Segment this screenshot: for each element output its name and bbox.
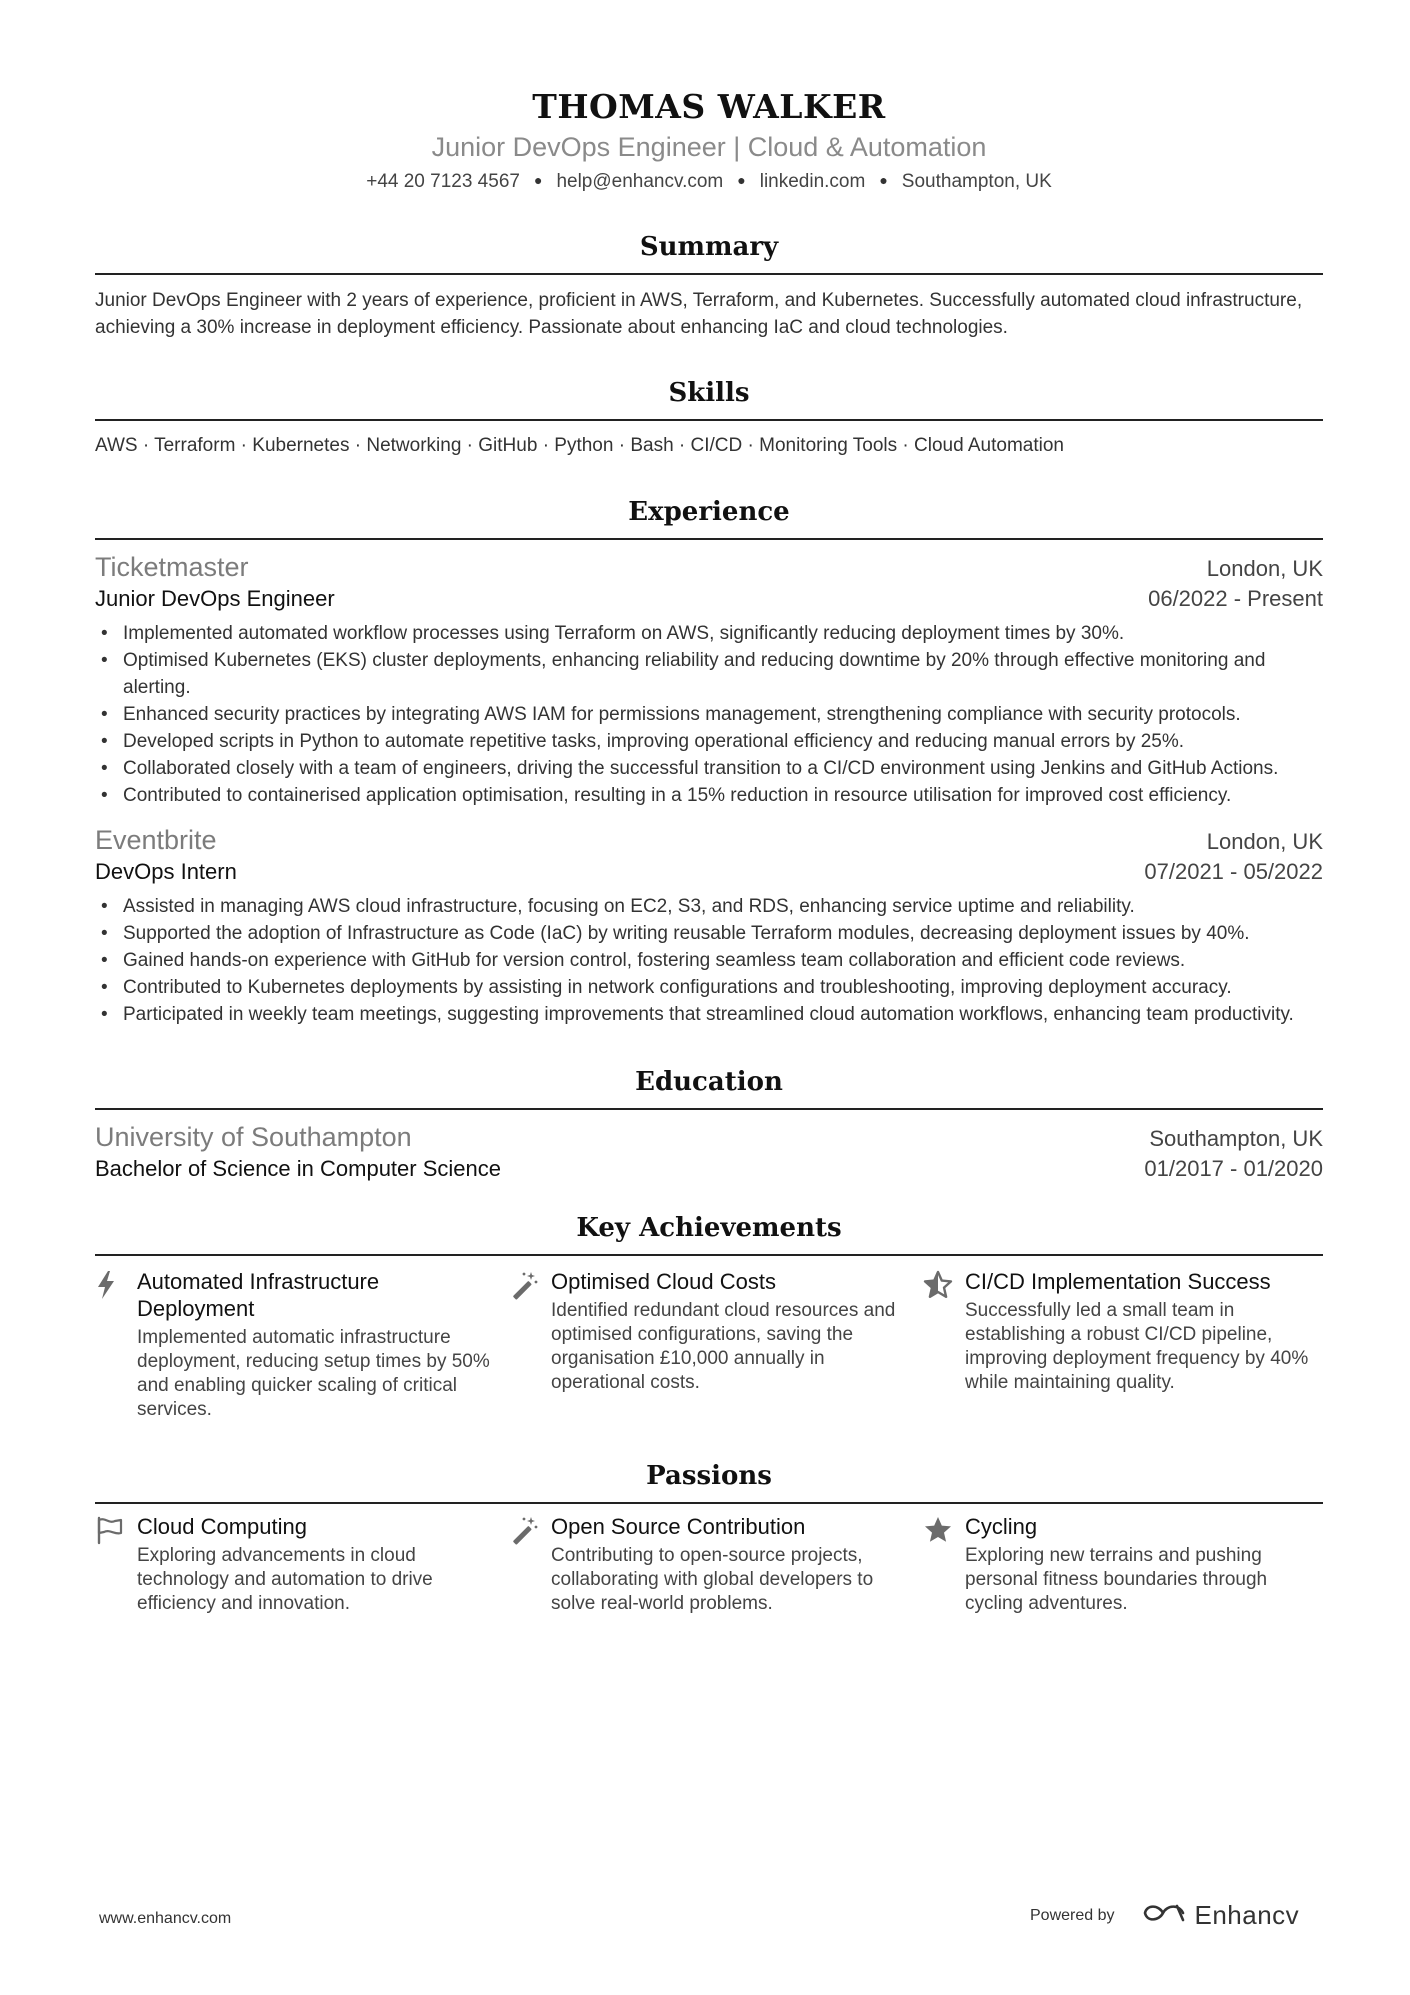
achievement-desc: Identified redundant cloud resources and optimised configurations, saving the organisation £10,000 annually in operational costs. — [551, 1300, 896, 1393]
list-item: • Participated in weekly team meetings, suggesting improvements that streamlined cloud automation workflows, enhancing team productivity. — [95, 1001, 1323, 1028]
job-dates: 07/2021 - 05/2022 — [1144, 859, 1323, 884]
skills-list: AWS · Terraform · Kubernetes · Networking · GitHub · Python · Bash · CI/CD · Monitoring Tools · Cloud Automation — [95, 435, 1064, 456]
job-entry — [95, 550, 1323, 809]
lightning-bolt-icon — [95, 1268, 137, 1422]
job-location: London, UK — [1206, 556, 1323, 581]
section-divider — [95, 1108, 1323, 1110]
passion-desc: Contributing to open-source projects, collaborating with global developers to solve real-world problems. — [551, 1545, 874, 1614]
list-item: • Contributed to containerised application optimisation, resulting in a 15% reduction in resource utilisation for improved cost efficiency. — [95, 782, 1323, 809]
list-item: • Collaborated closely with a team of engineers, driving the successful transition to a CI/CD environment using Jenkins and GitHub Actions. — [95, 755, 1323, 782]
enhancv-logo-icon — [1141, 1901, 1187, 1930]
contact-linkedin[interactable]: linkedin.com — [759, 171, 866, 192]
section-title-achievements: Key Achievements — [576, 1213, 842, 1243]
candidate-name: THOMAS WALKER — [532, 87, 886, 126]
section-title-experience: Experience — [628, 497, 790, 527]
education-section — [95, 1066, 1323, 1184]
job-entry — [95, 823, 1323, 1028]
education-dates: 01/2017 - 01/2020 — [1144, 1156, 1323, 1181]
achievement-title: CI/CD Implementation Success — [965, 1269, 1271, 1294]
contact-phone: +44 20 7123 4567 — [366, 171, 520, 192]
job-company: Eventbrite — [95, 825, 217, 855]
summary-section — [95, 231, 1323, 341]
passion-desc: Exploring advancements in cloud technology and automation to drive efficiency and innovation. — [137, 1545, 433, 1614]
job-role: Junior DevOps Engineer — [95, 586, 335, 611]
education-location: Southampton, UK — [1149, 1126, 1323, 1151]
star-outline-icon — [923, 1268, 965, 1422]
achievement-title: Automated Infrastructure Deployment — [137, 1269, 380, 1321]
powered-by-label: Powered by — [1030, 1906, 1115, 1924]
list-item: • Gained hands-on experience with GitHub for version control, fostering seamless team collaboration and efficient code reviews. — [95, 947, 1323, 974]
passion-card — [95, 1513, 495, 1616]
list-item: • Supported the adoption of Infrastructure as Code (IaC) by writing reusable Terraform modules, decreasing deployment issues by 40%. — [95, 920, 1323, 947]
passion-title: Cycling — [965, 1514, 1038, 1539]
bullet-separator: ● — [533, 172, 543, 188]
section-divider — [95, 419, 1323, 421]
brand-name: Enhancv — [1194, 1900, 1300, 1930]
list-item: • Enhanced security practices by integrating AWS IAM for permissions management, strengthening compliance with security protocols. — [95, 701, 1323, 728]
star-icon — [923, 1513, 965, 1616]
footer-branding — [1030, 1900, 1299, 1931]
list-item: • Developed scripts in Python to automate repetitive tasks, improving operational efficiency and reducing manual errors by 25%. — [95, 728, 1323, 755]
achievement-card — [509, 1268, 909, 1422]
passion-title: Cloud Computing — [137, 1514, 307, 1539]
section-divider — [95, 538, 1323, 540]
job-bullets — [95, 893, 1323, 1028]
achievement-title: Optimised Cloud Costs — [551, 1269, 776, 1294]
contact-email[interactable]: help@enhancv.com — [556, 171, 724, 192]
job-role: DevOps Intern — [95, 859, 237, 884]
passions-section — [95, 1460, 1323, 1616]
section-title-passions: Passions — [646, 1461, 772, 1491]
passion-title: Open Source Contribution — [551, 1514, 806, 1539]
magic-wand-icon — [509, 1513, 551, 1616]
achievement-desc: Successfully led a small team in establishing a robust CI/CD pipeline, improving deployment frequency by 40% while maintaining quality. — [965, 1300, 1309, 1393]
achievement-desc: Implemented automatic infrastructure deployment, reducing setup times by 50% and enabling quicker scaling of critical services. — [137, 1327, 490, 1420]
achievements-section — [95, 1212, 1323, 1422]
achievement-card — [923, 1268, 1323, 1422]
list-item: • Contributed to Kubernetes deployments by assisting in network configurations and troubleshooting, improving deployment accuracy. — [95, 974, 1323, 1001]
passion-desc: Exploring new terrains and pushing personal fitness boundaries through cycling adventures. — [965, 1545, 1268, 1614]
section-divider — [95, 1502, 1323, 1504]
experience-section — [95, 496, 1323, 1028]
passion-card — [923, 1513, 1323, 1616]
skills-section — [95, 377, 1323, 459]
magic-wand-icon — [509, 1268, 551, 1422]
candidate-subtitle: Junior DevOps Engineer | Cloud & Automation — [431, 132, 987, 162]
resume-page — [95, 0, 1323, 1616]
section-title-summary: Summary — [639, 232, 779, 262]
list-item: • Implemented automated workflow processes using Terraform on AWS, significantly reducing deployment times by 30%. — [95, 620, 1323, 647]
achievement-card — [95, 1268, 495, 1422]
bullet-separator: ● — [737, 172, 746, 188]
footer-website-link[interactable]: www.enhancv.com — [99, 1910, 232, 1927]
bullet-separator: ● — [879, 172, 888, 188]
list-item: • Optimised Kubernetes (EKS) cluster deployments, enhancing reliability and reducing downtime by 20% through effective monitoring and alerting. — [95, 647, 1323, 701]
contact-line — [95, 167, 1323, 195]
education-degree: Bachelor of Science in Computer Science — [95, 1156, 501, 1181]
flag-icon — [95, 1513, 137, 1616]
passion-card — [509, 1513, 909, 1616]
list-item: • Assisted in managing AWS cloud infrastructure, focusing on EC2, S3, and RDS, enhancing service uptime and reliability. — [95, 893, 1323, 920]
job-dates: 06/2022 - Present — [1148, 586, 1323, 611]
job-location: London, UK — [1206, 829, 1323, 854]
contact-location: Southampton, UK — [901, 171, 1052, 192]
section-divider — [95, 273, 1323, 275]
job-company: Ticketmaster — [95, 552, 249, 582]
section-divider — [95, 1254, 1323, 1256]
section-title-education: Education — [635, 1067, 783, 1097]
section-title-skills: Skills — [668, 378, 750, 408]
education-school: University of Southampton — [95, 1122, 412, 1152]
job-bullets — [95, 620, 1323, 809]
summary-text: Junior DevOps Engineer with 2 years of experience, proficient in AWS, Terraform, and Kubernetes. Successfully automated cloud infrastructure, achieving a 30% increase in deployment efficiency. Passionate about enhancing IaC and cloud technologies. — [95, 290, 1303, 338]
